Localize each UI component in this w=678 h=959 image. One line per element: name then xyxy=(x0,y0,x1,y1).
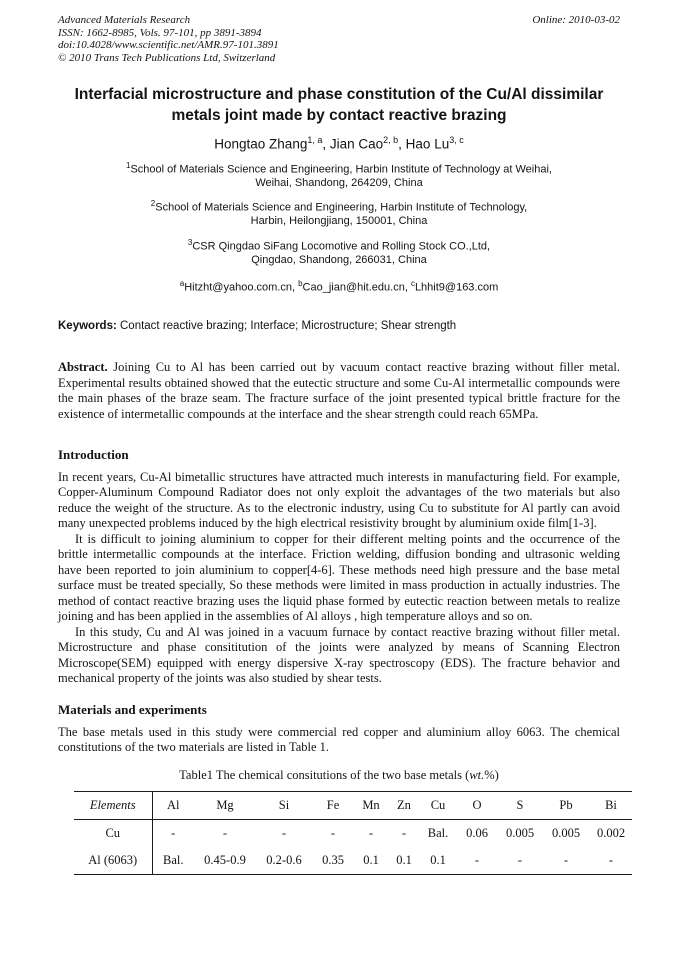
table-cell: 0.1 xyxy=(430,852,446,867)
table-cell: - xyxy=(281,825,287,840)
table-cell: 0.1 xyxy=(396,852,412,867)
table-cell: - xyxy=(563,852,569,867)
author-affiliation-marker: 3, c xyxy=(449,135,464,145)
affiliation-marker: 1 xyxy=(126,160,131,170)
table-cell: Bal. xyxy=(163,852,184,867)
section-heading-introduction: Introduction xyxy=(58,446,129,462)
affiliation-text: School of Materials Science and Engineering, Harbin Institute of Technology, xyxy=(155,201,528,214)
table-cell: Cu xyxy=(74,819,152,847)
table-caption-text: Table1 The chemical consitutions of the two base metals ( xyxy=(179,767,470,782)
keywords-line xyxy=(58,320,620,332)
table-cell: 0.45-0.9 xyxy=(204,852,246,867)
table-header-cell: Si xyxy=(256,791,312,819)
affiliation-text: School of Materials Science and Engineering, Harbin Institute of Technology at Weihai, xyxy=(130,163,552,176)
doi-line: doi:10.4028/www.scientific.net/AMR.97-101.3891 xyxy=(58,39,279,51)
table-row xyxy=(74,847,632,875)
email-address: Lhhit9@163.com xyxy=(414,282,499,295)
table-header-cell: Pb xyxy=(542,791,590,819)
authors-line xyxy=(58,135,620,152)
journal-header xyxy=(58,14,620,64)
author-name: Hongtao Zhang xyxy=(214,136,308,152)
table-cell: - xyxy=(171,825,176,840)
abstract-label: Abstract. xyxy=(58,360,108,375)
journal-name: Advanced Materials Research xyxy=(58,14,191,26)
email-marker: b xyxy=(298,279,303,289)
affiliation-line: Weihai, Shandong, 264209, China xyxy=(255,176,423,189)
affiliation-marker: 2 xyxy=(150,199,156,209)
table-header-row xyxy=(74,791,632,819)
table-caption-unit: wt. xyxy=(469,767,485,782)
issn-line: ISSN: 1662-8985, Vols. 97-101, pp 3891-3894 xyxy=(58,26,262,39)
table-row xyxy=(74,819,632,847)
affiliation-line xyxy=(58,159,620,177)
affiliation-line xyxy=(58,197,620,215)
author-name: , Jian Cao xyxy=(322,136,384,152)
table-header-cell: Cu xyxy=(420,791,456,819)
section-heading-materials: Materials and experiments xyxy=(58,701,207,717)
table-cell: 0.002 xyxy=(596,825,626,840)
emails-line xyxy=(58,279,620,294)
table-header-cell: Elements xyxy=(74,791,152,819)
affiliation xyxy=(58,197,620,229)
table-caption-close: %) xyxy=(484,767,499,782)
copyright-line: © 2010 Trans Tech Publications Ltd, Switzerland xyxy=(58,51,276,64)
affiliation xyxy=(58,159,620,191)
table-cell: Al (6063) xyxy=(74,847,152,875)
author-affiliation-marker: 1, a xyxy=(307,135,323,145)
affiliation-line xyxy=(58,236,620,254)
table-cell: - xyxy=(608,852,614,867)
materials-paragraph-1: The base metals used in this study were commercial red copper and aluminium alloy 6063. The chemical constitutions of the two materials are listed in Table 1. xyxy=(58,724,620,754)
table-header-cell: O xyxy=(456,791,498,819)
table-cell: 0.35 xyxy=(322,852,344,867)
table-header-cell: Fe xyxy=(312,791,354,819)
table-cell: 0.2-0.6 xyxy=(266,852,302,867)
email-marker: c xyxy=(410,279,415,289)
author-affiliation-marker: 2, b xyxy=(383,135,399,145)
intro-paragraph-1: In recent years, Cu-Al bimetallic structures have attracted much interests in manufacturing field. For example, Copper-Aluminum Compound Radiator does not only exploit the advantages of the two materials but also reduce the weight of the structure. As to the electronic industry, using Cu to substitute for Al partly can avoid many unexpected problems induced by the high electrical resistivity brought by aluminium oxide film[1-3]. xyxy=(58,469,620,530)
abstract-text: Joining Cu to Al has been carried out by vacuum contact reactive brazing without filler metal. Experimental results obtained showed that the eutectic structure and some Cu-Al intermetallic compounds were the main phases of the braze seam. The fracture surface of the joint presented typical brittle fracture for the existence of intermetallic compounds at the interface and the shear strength could reach 65MPa. xyxy=(58,360,620,421)
affiliation-line: Harbin, Heilongjiang, 150001, China xyxy=(250,215,428,228)
table-header-cell: Al xyxy=(152,791,194,819)
intro-paragraph-3: In this study, Cu and Al was joined in a vacuum furnace by contact reactive brazing without filler metal. Microstructure and phase consititution of the joints were analyzed by means of Scanning Electron Microscope(SEM) equipped with energy dispersive X-ray spectroscopy (EDS). The fracture behavior and mechanical property of the joints was also studied by shear tests. xyxy=(58,624,620,685)
table-cell: Bal. xyxy=(427,825,449,840)
table-cell: 0.1 xyxy=(363,852,379,867)
table-header-cell: S xyxy=(498,791,542,819)
online-date: Online: 2010-03-02 xyxy=(532,14,620,26)
email-address: Hitzht@yahoo.com.cn, xyxy=(184,282,299,295)
affiliation-line: Qingdao, Shandong, 266031, China xyxy=(251,253,427,266)
table-cell: - xyxy=(368,825,374,840)
table-cell: - xyxy=(474,852,480,867)
table-header-cell: Mg xyxy=(194,791,256,819)
table-header-cell: Mn xyxy=(354,791,388,819)
keywords-text: Contact reactive brazing; Interface; Microstructure; Shear strength xyxy=(120,320,457,333)
chemical-composition-table xyxy=(74,791,632,875)
table-cell: 0.06 xyxy=(466,825,488,840)
abstract xyxy=(58,360,620,422)
table-cell: - xyxy=(517,852,523,867)
table-cell: 0.005 xyxy=(505,825,535,840)
table-header-cell: Bi xyxy=(590,791,632,819)
author-name: , Hao Lu xyxy=(398,136,450,152)
keywords-label: Keywords: xyxy=(58,320,117,333)
table-cell: - xyxy=(222,825,228,840)
table-cell: 0.005 xyxy=(551,825,581,840)
affiliation-text: CSR Qingdao SiFang Locomotive and Rolling Stock CO.,Ltd, xyxy=(192,240,491,253)
paper-title: Interfacial microstructure and phase constitution of the Cu/Al dissimilar metals joint made by contact reactive brazing xyxy=(74,86,604,124)
table-caption xyxy=(58,768,620,783)
table-cell: - xyxy=(401,825,407,840)
affiliation xyxy=(58,236,620,268)
intro-paragraph-2: It is difficult to joining aluminium to copper for their different melting points and the occurrence of the brittle intermetallic compounds at the interface. Friction welding, diffusion bonding and ultrasonic welding have been reported to join aluminium to copper[4-6]. These methods need high pressure and the base metal surface must be treated specially, So these methods were limited in mass production in actually industries. The method of contact reactive brazing uses the liquid phase formed by eutectic reaction between metals to realize joining and has been applied in the assemblies of Al alloys , high temperature alloys and so on. xyxy=(58,531,620,623)
table-cell: - xyxy=(330,825,336,840)
email-address: Cao_jian@hit.edu.cn, xyxy=(302,282,411,295)
table-header-cell: Zn xyxy=(388,791,420,819)
affiliation-marker: 3 xyxy=(187,237,193,247)
email-marker: a xyxy=(179,279,185,289)
